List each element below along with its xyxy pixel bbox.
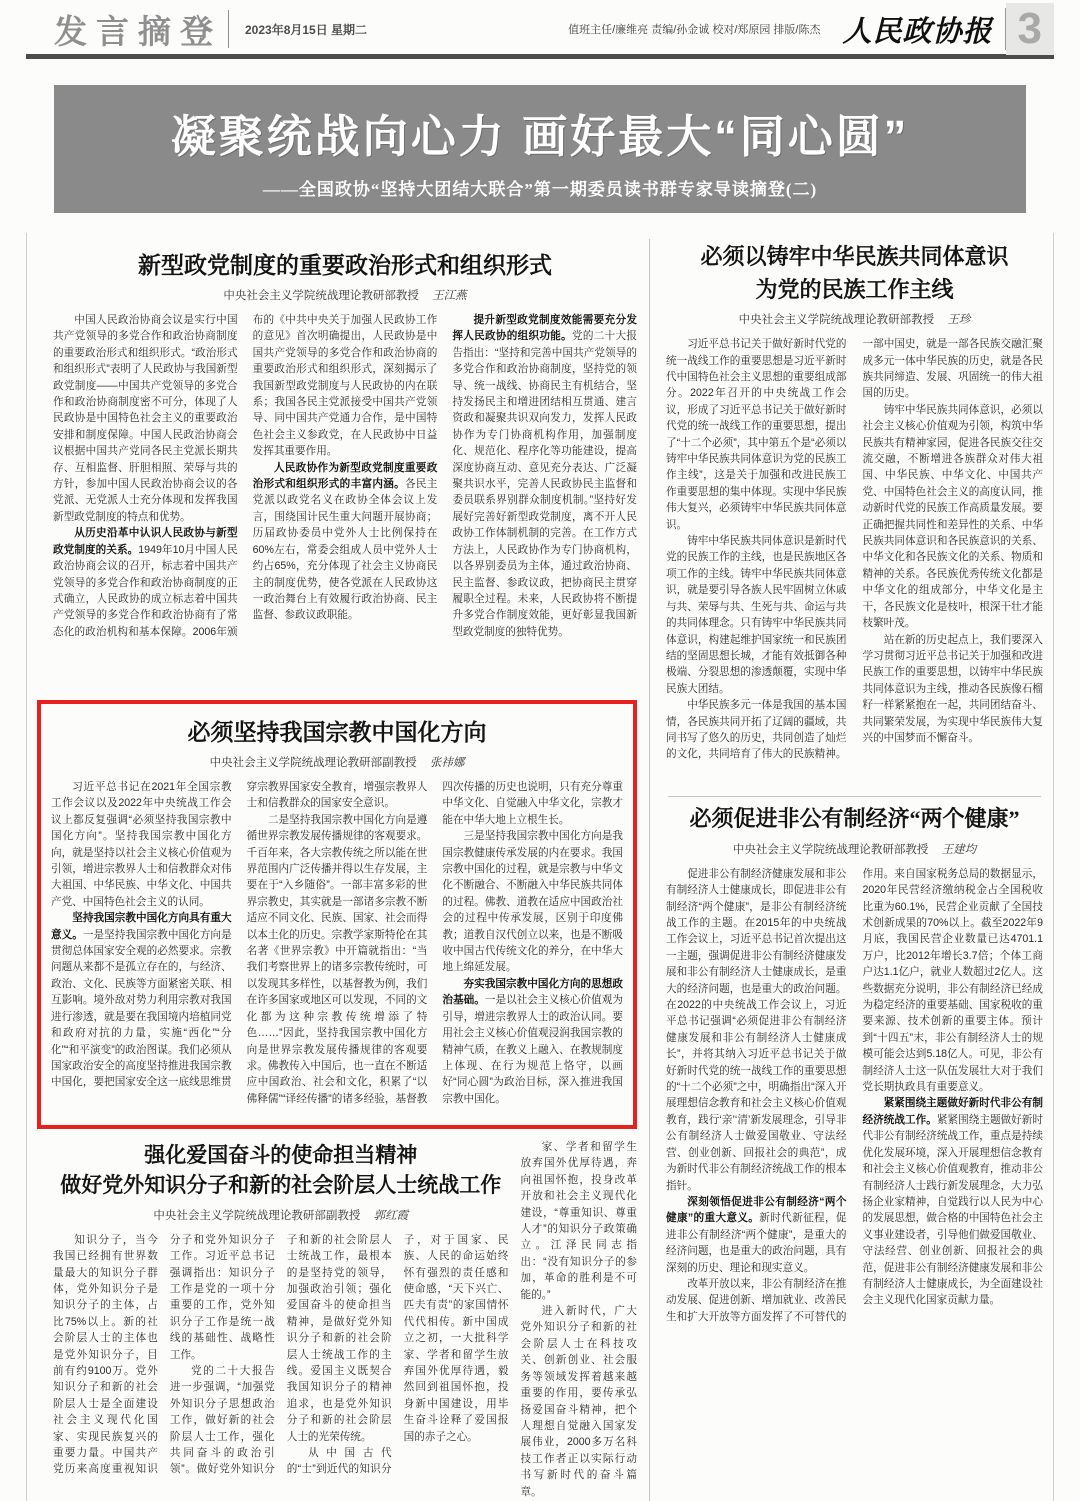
page-header xyxy=(0,0,1080,52)
byline-author: 王江燕 xyxy=(432,288,467,302)
right-section xyxy=(654,233,1053,1501)
byline-author: 郭红霞 xyxy=(373,1207,409,1222)
article-body-left: 知识分子，当今我国已经拥有世界数量最大的知识分子群体，党外知识分子是知识分子的主体，占比75%以上。新的社会阶层人士的主体也是党外知识分子，目前有约9100万。党外知识分子和新的社会阶层人士是全面建设社会主义现代化国家、实现民族复兴的重要力量。中国共产党历来高度重视知识分子和党外知识分子工作。习近平总书记强调指出：知识分子工作是党的一项十分重要的工作，党外知识分子工作是统一战线的基础性、战略性工作。 党的二十大报告进一步强调，“加强党外知识分子思想政治工作，做好新的社会阶层人士工作，强化共同奋斗的政治引领”。做好党外知识分子和新的社会阶层人士统战工作，最根本的是坚持党的领导，加强政治引领；强化爱国奋斗的使命担当精神，是做好党外知识分子和新的社会阶层人士统战工作的主线。爱国主义既契合我国知识分子的精神追求，也是党外知识分子和新的社会阶层人士的光荣传统。 从中国古代的“士”到近代的知识分子，对于国家、民族、人民的命运始终怀有强烈的责任感和使命感，“天下兴亡、匹夫有责”的家国情怀代代相传。新中国成立之初，一大批科学家、学者和留学生放弃国外优厚待遇，毅然回到祖国怀抱，投身新中国建设，用毕生奋斗诠释了爱国报国的赤子之心。 xyxy=(53,1233,509,1476)
section-divider xyxy=(649,239,650,1501)
article-title-line2: 做好党外知识分子和新的社会阶层人士统战工作 xyxy=(60,1173,502,1198)
article-title: 必须促进非公有制经济“两个健康” xyxy=(689,806,1020,832)
article-right-part xyxy=(521,1139,637,1501)
header-rule xyxy=(26,54,1054,59)
page-number: 3 xyxy=(1006,3,1054,55)
byline-author: 张祎娜 xyxy=(429,755,465,769)
article-ethnic-unity xyxy=(666,243,1043,784)
article-title: 必须坚持我国宗教中国化方向 xyxy=(187,720,487,745)
article-title-line1: 必须以铸牢中华民族共同体意识 xyxy=(700,244,1009,269)
byline-org: 中央社会主义学院统战理论教研部教授 xyxy=(738,314,935,327)
staff-credits: 值班主任/廉维亮 责编/孙金诚 校对/郑原园 排版/陈杰 xyxy=(568,24,821,36)
byline-org: 中央社会主义学院统战理论教研部副教授 xyxy=(209,757,417,769)
article-body: 习近平总书记关于做好新时代党的统一战线工作的重要思想是习近平新时代中国特色社会主义思想的重要组成部分。2022年召开的中央统战工作会议，形成了习近平总书记关于做好新时代党的统一战线工作的重要思想，提出了“十二个必须”，其中第五个是“必须以铸牢中华民族共同体意识为党的民族工作主线”，这是关于加强和改进民族工作重要思想的集中体现。实现中华民族伟大复兴，必须铸牢中华民族共同体意识。 铸牢中华民族共同体意识是新时代党的民族工作的主线，也是民族地区各项工作的主线。铸牢中华民族共同体意识，就是要引导各族人民牢固树立休戚与共、荣辱与共、生死与共、命运与共的共同体理念。只有铸牢中华民族共同体意识，构建起维护国家统一和民族团结的坚固思想长城，才能有效抵御各种极端、分裂思想的渗透颠覆，实现中华民族大团结。 中华民族多元一体是我国的基本国情，各民族共同开拓了辽阔的疆域，共同书写了悠久的历史，共同创造了灿烂的文化，共同培育了伟大的民族精神。一部中国史，就是一部各民族交融汇聚成多元一体中华民族的历史，就是各民族共同缔造、发展、巩固统一的伟大祖国的历史。 铸牢中华民族共同体意识，必须以社会主义核心价值观为引领，构筑中华民族共有精神家园，促进各民族交往交流交融，不断增进各族群众对伟大祖国、中华民族、中华文化、中国共产党、中国特色社会主义的高度认同，推动新时代党的民族工作高质量发展。要正确把握共同性和差异性的关系、中华民族共同体意识和各民族意识的关系、中华文化和各民族文化的关系、物质和精神的关系。各民族优秀传统文化都是中华文化的组成部分，中华文化是主干，各民族文化是枝叶，根深干壮才能枝繁叶茂。 站在新的历史起点上，我们要深入学习贯彻习近平总书记关于加强和改进民族工作的重要思想，以铸牢中华民族共同体意识为主线，推动各民族像石榴籽一样紧紧抱在一起，共同团结奋斗、共同繁荣发展，为实现中华民族伟大复兴的中国梦而不懈奋斗。 xyxy=(666,338,1043,761)
header-divider xyxy=(228,10,229,48)
byline-org: 中央社会主义学院统战理论教研部教授 xyxy=(223,290,419,302)
article-byline xyxy=(666,311,1043,327)
article-left-part xyxy=(53,1139,509,1501)
article-intellectuals xyxy=(53,1139,637,1501)
article-body: 促进非公有制经济健康发展和非公有制经济人士健康成长，即促进非公有制经济“两个健康”，是非公有制经济统战工作的主题。在2015年的中央统战工作会议上，习近平总书记首次提出这一主题，强调促进非公有制经济健康发展和非公有制经济人士健康成长，是重大的经济问题，也是重大的政治问题。在2022的中央统战工作会议上，习近平总书记强调“必须促进非公有制经济健康发展和非公有制经济人士健康成长”，并将其纳入习近平总书记关于做好新时代党的统一战线工作的重要思想的“十二个必须”之中，明确指出“深入开展理想信念教育和社会主义核心价值观教育，践行‘亲’‘清’新发展理念，引导非公有制经济人士做爱国敬业、守法经营、创业创新、回报社会的典范”，成为新时代非公有制经济统战工作的根本指针。 深刻领悟促进非公有制经济“两个健康”的重大意义。新时代新征程，促进非公有制经济“两个健康”，是重大的经济问题，也是重大的政治问题，具有深刻的历史、理论和现实意义。 改革开放以来，非公有制经济在推动发展、促进创新、增加就业、改善民生和扩大开放等方面发挥了不可替代的作用。来自国家税务总局的数据显示，2020年民营经济缴纳税金占全国税收比重为60.1%，民营企业贡献了全国技术创新成果的70%以上。截至2022年9月底，我国民营企业数量已达4701.1万户，比2012年增长3.7倍；个体工商户达1.1亿户，就业人数超过2亿人。这些数据充分说明，非公有制经济已经成为稳定经济的重要基础、国家税收的重要来源、技术创新的重要主体。预计到“十四五”末，非公有制经济人士的规模可能会达到5.18亿人。可见，非公有制经济人士这一队伍发展壮大对于我们党长期执政具有重要意义。 紧紧围绕主题做好新时代非公有制经济统战工作。紧紧围绕主题做好新时代非公有制经济统战工作，重点是持续优化发展环境，深入开展理想信念教育和社会主义核心价值观教育，推动非公有制经济人士践行新发展理念，大力弘扬企业家精神，自觉践行以人民为中心的发展思想，做合格的中国特色社会主义事业建设者，引导他们做爱国敬业、守法经营、创业创新、回报社会的典范，促进非公有制经济健康发展和非公有制经济人士健康成长，为全面建设社会主义现代化国家贡献力量。 xyxy=(666,867,1043,1323)
left-section xyxy=(27,233,643,1501)
article-byline xyxy=(53,287,637,303)
article-religion xyxy=(51,714,623,1117)
article-divider xyxy=(668,796,1041,797)
banner-subtitle: ——全国政协“坚持大团结大联合”第一期委员读书群专家导读摘登(二) xyxy=(262,180,818,199)
article-private-economy xyxy=(666,805,1043,1488)
article-body: 习近平总书记在2021年全国宗教工作会议以及2022年中央统战工作会议上都反复强调“必须坚持我国宗教中国化方向”。坚持我国宗教中国化方向，就是坚持以社会主义核心价值观为引领，增进宗教界人士和信教群众对伟大祖国、中华民族、中华文化、中国共产党、中国特色社会主义的认同。 坚持我国宗教中国化方向具有重大意义。一是坚持我国宗教中国化方向是贯彻总体国家安全观的必然要求。宗教问题从来都不是孤立存在的，与经济、政治、文化、民族等方面紧密关联、相互影响。境外敌对势力利用宗教对我国进行渗透，就是要在我国境内培植同党和政府对抗的力量，实施“西化”“分化”“和平演变”的政治图谋。我们必须从国家政治安全的高度坚持推进我国宗教中国化，要把国家安全这一底线思维贯穿宗教界国家安全教育，增强宗教界人士和信教群众的国家安全意识。 二是坚持我国宗教中国化方向是遵循世界宗教发展传播规律的客观要求。千百年来，各大宗教传统之所以能在世界范围内广泛传播并得以生存发展，主要在于“入乡随俗”。一部丰富多彩的世界宗教史，其实就是一部诸多宗教不断适应不同文化、民族、国家、社会而得以本土化的历史。宗教学家斯特伦在其名著《世界宗教》中开篇就指出：“当我们考察世界上的诸多宗教传统时，可以发现其多样性，以基督教为例，我们在许多国家或地区可以发现，不同的文化都为这种宗教传统增添了特色……”因此，坚持我国宗教中国化方向是世界宗教发展传播规律的客观要求。佛教传入中国后，也一直在不断适应中国政治、社会和文化，积累了“以佛释儒”“译经传播”的诸多经验，基督教四次传播的历史也说明，只有充分尊重中华文化、自觉融入中华文化，宗教才能在中华大地上立根生长。 三是坚持我国宗教中国化方向是我国宗教健康传承发展的内在要求。我国宗教中国化的过程，就是宗教与中华文化不断融合、不断融入中华民族共同体的过程。佛教、道教在适应中国政治社会的过程中传承发展，区别于印度佛教；道教自汉代创立以来，也是不断吸收中国古代传统文化的养分，在中华大地上绵延发展。 夯实我国宗教中国化方向的思想政治基础。一是以社会主义核心价值观为引导，增进宗教界人士的政治认同。要用社会主义核心价值观浸润我国宗教的精神气质，在教义上融入、在教规制度上体现、在行为规范上恪守，以画好“同心圆”为政治目标，深入推进我国宗教中国化。 xyxy=(51,781,623,1105)
article-body: 中国人民政治协商会议是实行中国共产党领导的多党合作和政治协商制度的重要政治形式和组织形式。“政治形式和组织形式”表明了人民政协与我国新型政党制度——中国共产党领导的多党合作和政治协商制度密不可分，体现了人民政协是中国特色社会主义的重要政治安排和制度保障。中国人民政治协商会议根据中国共产党同各民主党派长期共存、互相监督、肝胆相照、荣辱与共的方针，参加中国人民政治协商会议的各党派、无党派人士充分体现和发挥我国新型政党制度的特点和优势。 从历史沿革中认识人民政协与新型政党制度的关系。1949年10月中国人民政治协商会议的召开，标志着中国共产党领导的多党合作和政治协商制度的正式确立，人民政协的成立标志着中国共产党领导的多党合作和政治协商有了常态化的政治机构和基本保障。2006年颁布的《中共中央关于加强人民政协工作的意见》首次明确提出，人民政协是中国共产党领导的多党合作和政治协商的重要政治形式和组织形式，深刻揭示了我国新型政党制度与人民政协的内在联系；我国各民主党派接受中国共产党领导、同中国共产党通力合作，是中国特色社会主义参政党，在人民政协中日益发挥其重要作用。 人民政协作为新型政党制度重要政治形式和组织形式的丰富内涵。各民主党派以政党名义在政协全体会议上发言，围绕国计民生重大问题开展协商；历届政协委员中党外人士比例保持在60%左右，常委会组成人员中党外人士约占65%，充分体现了社会主义协商民主的制度优势，使各党派在人民政协这一政治舞台上有效履行政治协商、民主监督、参政议政职能。 提升新型政党制度效能需要充分发挥人民政协的组织功能。党的二十大报告指出：“坚持和完善中国共产党领导的多党合作和政治协商制度，坚持党的领导、统一战线、协商民主有机结合，坚持发扬民主和增进团结相互贯通、建言资政和凝聚共识双向发力，发挥人民政协作为专门协商机构作用，加强制度化、规范化、程序化等功能建设，提高深度协商互动、意见充分表达、广泛凝聚共识水平，完善人民政协民主监督和委员联系界别群众制度机制。”坚持好发展好完善好新型政党制度，离不开人民政协工作体制机制的完善。在工作方式方法上，人民政协作为专门协商机构，以各界别委员为主体，通过政治协商、民主监督、参政议政，把协商民主贯穿履职全过程。未来，人民政协将不断提升多党合作制度效能，更好彰显我国新型政党制度的独特优势。 xyxy=(53,314,637,638)
newspaper-masthead: 人民政协报 xyxy=(842,15,993,48)
publication-date: 2023年8月15日 星期二 xyxy=(245,22,368,37)
article-byline xyxy=(53,1207,509,1223)
highlight-box-religion-article xyxy=(37,700,637,1129)
article-body-right: 家、学者和留学生放弃国外优厚待遇，奔向祖国怀抱，投身改革开放和社会主义现代化建设，“尊重知识、尊重人才”的知识分子政策确立。江泽民同志指出：“没有知识分子的参加，革命的胜利是不可能的。” 进入新时代，广大党外知识分子和新的社会阶层人士在科技攻关、创新创业、社会服务等领域发挥着越来越重要的作用，要传承弘扬爱国奋斗精神，把个人理想自觉融入国家发展伟业，2000多万名科技工作者正以实际行动书写新时代的奋斗篇章。 xyxy=(520,1141,637,1498)
article-title: 新型政党制度的重要政治形式和组织形式 xyxy=(138,253,552,278)
article-party-system xyxy=(53,247,637,694)
article-byline xyxy=(51,754,623,770)
byline-org: 中央社会主义学院统战理论教研部教授 xyxy=(732,843,929,856)
main-content xyxy=(26,233,1054,1501)
byline-author: 王珍 xyxy=(947,312,971,327)
banner-title: 凝聚统战向心力 画好最大“同心圆” xyxy=(170,111,910,162)
article-byline xyxy=(666,841,1043,857)
article-title-line2: 为党的民族工作主线 xyxy=(755,276,954,302)
byline-org: 中央社会主义学院统战理论教研部副教授 xyxy=(153,1209,361,1222)
byline-author: 王建均 xyxy=(941,841,977,856)
section-label: 发言摘登 xyxy=(54,12,222,50)
article-title-line1: 强化爱国奋斗的使命担当精神 xyxy=(144,1143,418,1167)
theme-banner xyxy=(54,85,1026,213)
